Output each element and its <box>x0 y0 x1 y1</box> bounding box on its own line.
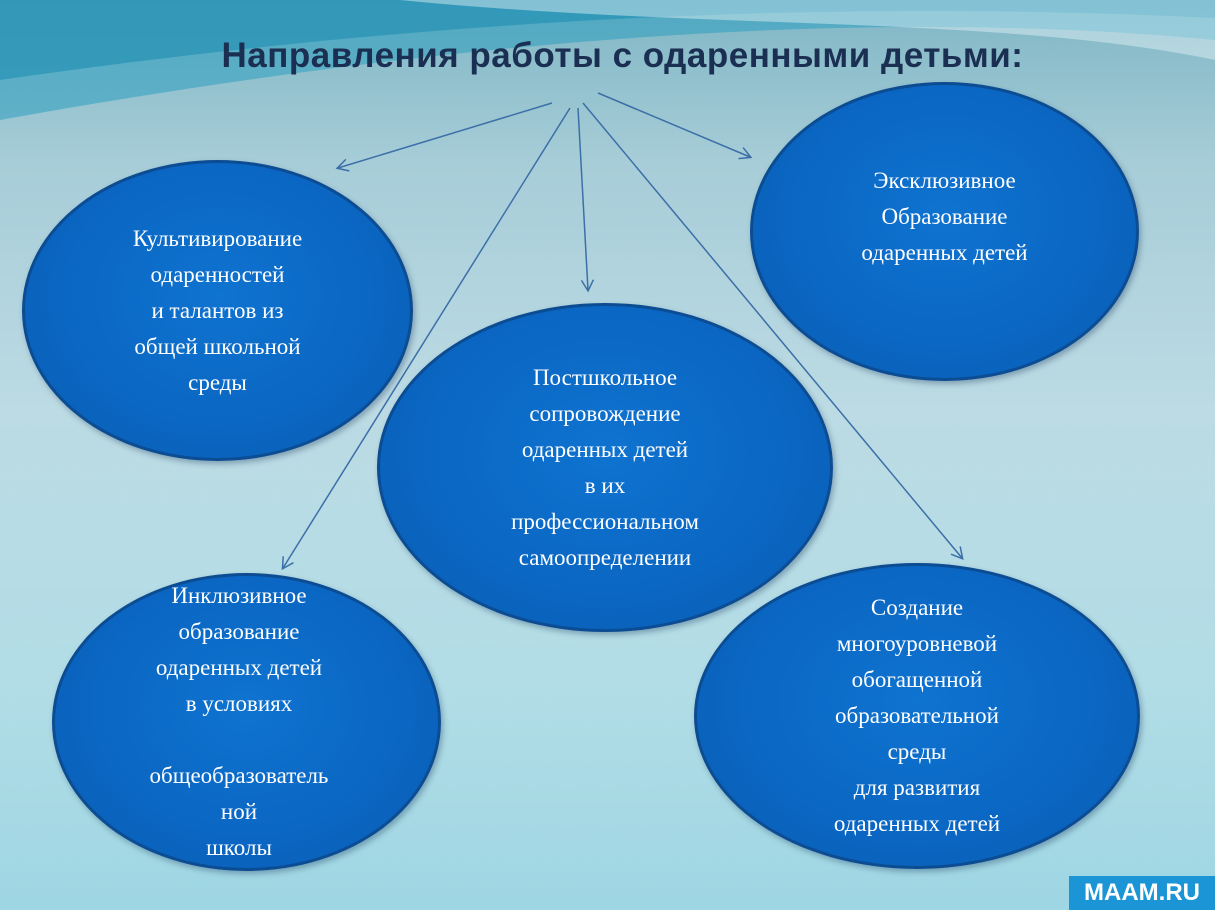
page-title: Направления работы с одаренными детьми: <box>221 36 1024 75</box>
node-postschool-text: Постшкольное сопровождение одаренных детей в их профессиональном самоопределении <box>511 364 699 570</box>
node-cultivation-text: Культивирование одаренностей и талантов из общей школьной среды <box>132 225 303 395</box>
node-environment-text: Создание многоуровневой обогащенной образовательной среды для развития одаренных детей <box>833 595 1001 836</box>
maam-watermark: MAAM.RU <box>1069 876 1215 910</box>
node-exclusive-text: Эксклюзивное Образование одаренных детей <box>861 167 1028 265</box>
node-inclusive-text: Инклюзивное образование одаренных детей в условиях общеобразователь ной школы <box>149 583 329 860</box>
node-postschool <box>377 303 833 632</box>
node-cultivation <box>22 160 413 461</box>
node-exclusive <box>750 82 1139 381</box>
arrow-to-cultivation <box>338 103 552 168</box>
arrow-to-postschool <box>578 108 588 290</box>
node-environment <box>694 563 1140 869</box>
node-inclusive <box>52 573 441 871</box>
